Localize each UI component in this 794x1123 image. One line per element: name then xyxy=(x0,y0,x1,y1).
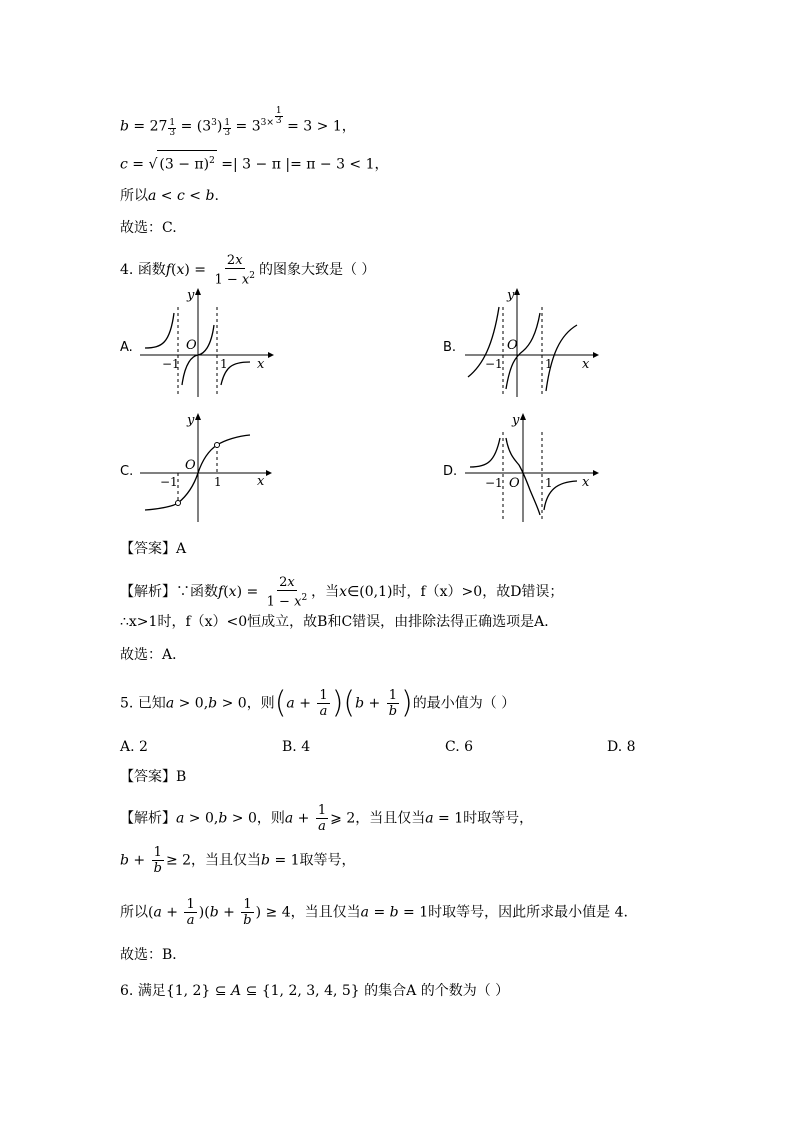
origin-label: O xyxy=(507,338,518,353)
axis-x-label: x xyxy=(257,357,265,372)
q5-analysis-line2: b + $\frac{1}{b}$ ≥ 2，当且仅当b = 1取等号， xyxy=(120,845,356,876)
c-equation: c = √ $(3 - \pi)^2$ =| 3 − π |= π − 3 < 1， xyxy=(120,150,389,175)
axis-x-label: x xyxy=(582,475,590,490)
q4-graph-a[interactable] xyxy=(140,285,275,400)
neg-one-label: −1 xyxy=(162,357,180,371)
origin-label: O xyxy=(186,338,197,353)
b-equation: b = 27 $\frac{1}{3}$ = $(3^3)$ $\frac{1}{3}$ = $3^{3\times \frac{1}{3}}$ = 3 > 1， xyxy=(120,106,356,138)
axis-x-label: x xyxy=(257,474,265,489)
q5-analysis-line3: 所以(a + $\frac{1}{a}$ )(b + $\frac{1}{b}$ ) ≥ 4，当且仅当a = b = 1时取等号，因此所求最小值是 4. xyxy=(120,897,628,928)
one-label: 1 xyxy=(545,357,553,371)
q5-option-d[interactable]: D. 8 xyxy=(607,739,636,755)
q4-choose: 故选：A． xyxy=(120,647,187,663)
q5-answer: 【答案】B xyxy=(120,769,187,785)
so-line: 所以a < c < b. xyxy=(120,188,219,204)
axis-y-label: y xyxy=(187,413,195,428)
q4-answer: 【答案】A xyxy=(120,541,187,557)
axis-y-label: y xyxy=(507,288,515,303)
q5-choose: 故选：B． xyxy=(120,947,187,963)
q4-analysis-line1: 【解析】∵函数f(x) = $\frac{2x}{1 - x^2}$ ，当x∈(0,1)时，f（x）>0，故D错误； xyxy=(120,575,564,610)
neg-one-label: −1 xyxy=(485,357,503,371)
axis-x-label: x xyxy=(582,357,590,372)
q5-option-b[interactable]: B. 4 xyxy=(282,739,311,755)
one-label: 1 xyxy=(545,476,553,490)
q4-stem: 4. 函数f(x) = $\frac{2x}{1 - x^2}$ 的图象大致是（ ） xyxy=(120,253,376,288)
q5-option-a[interactable]: A. 2 xyxy=(120,739,148,755)
origin-label: O xyxy=(185,458,196,473)
q5-analysis-line1: 【解析】a > 0,b > 0，则a + $\frac{1}{a}$ ⩾ 2，当且仅当a = 1时取等号， xyxy=(120,803,534,834)
axis-y-label: y xyxy=(187,288,195,303)
q4-graph-b[interactable] xyxy=(465,285,600,400)
q3-choose: 故选：C. xyxy=(120,220,177,236)
neg-one-label: −1 xyxy=(485,476,503,490)
q4-graph-c[interactable] xyxy=(140,410,275,525)
q5-stem: 5. 已知a > 0,b > 0，则(a + $\frac{1}{a}$ )(b + $\frac{1}{b}$ )的最小值为（ ） xyxy=(120,685,516,721)
origin-label: O xyxy=(509,476,520,491)
neg-one-label: −1 xyxy=(160,475,178,489)
q4-option-d-label[interactable]: D. xyxy=(443,464,458,479)
q4-graph-d[interactable] xyxy=(465,410,600,525)
one-label: 1 xyxy=(214,475,222,489)
axis-y-label: y xyxy=(512,413,520,428)
q4-analysis-line2: ∴x>1时，f（x）<0恒成立，故B和C错误，由排除法得正确选项是A． xyxy=(120,614,559,630)
one-label: 1 xyxy=(220,357,228,371)
q4-option-a-label[interactable]: A. xyxy=(120,340,133,355)
q4-option-c-label[interactable]: C. xyxy=(120,464,134,479)
q5-option-c[interactable]: C. 6 xyxy=(445,739,474,755)
q6-stem: 6. 满足{1, 2} ⊆ A ⊆ {1, 2, 3, 4, 5} 的集合A 的个数为（ ） xyxy=(120,983,510,999)
q4-option-b-label[interactable]: B. xyxy=(443,340,457,355)
